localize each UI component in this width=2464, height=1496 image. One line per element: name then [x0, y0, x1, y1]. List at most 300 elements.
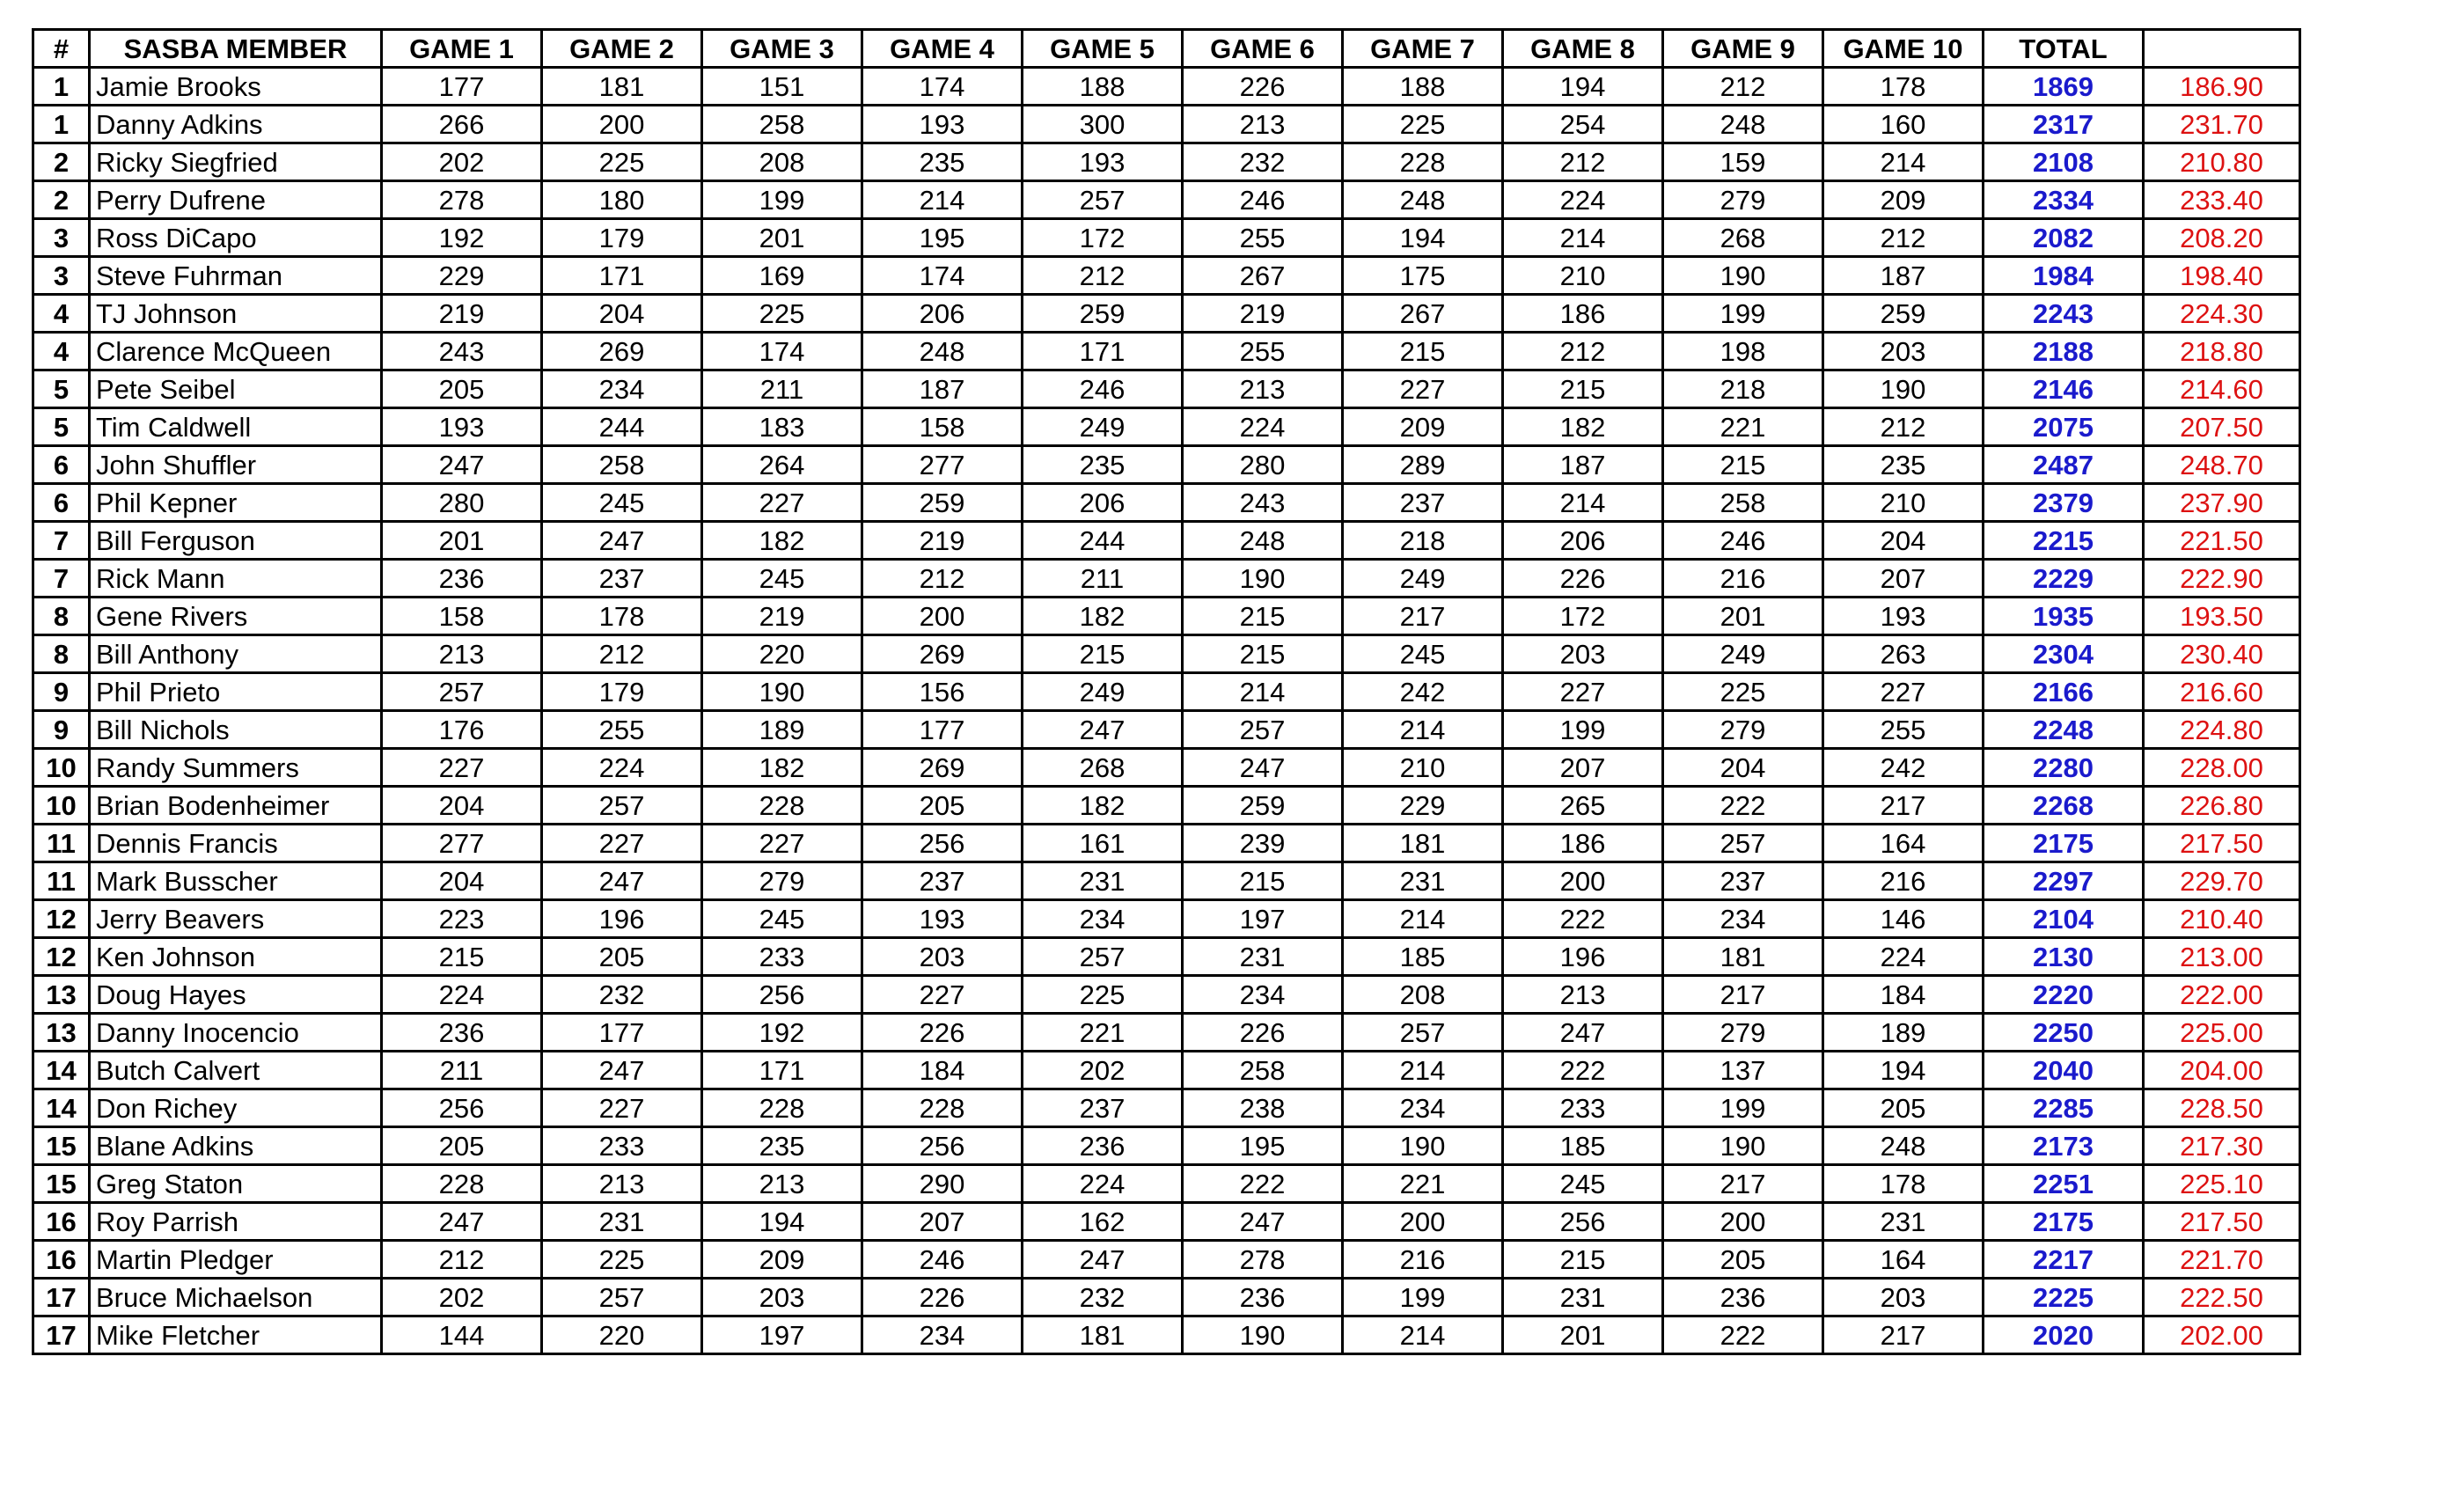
- game-10-score-cell: 194: [1823, 1052, 1984, 1089]
- game-1-score-cell: 144: [382, 1316, 542, 1354]
- total-cell: 2280: [1984, 749, 2144, 787]
- game-2-score-cell: 255: [542, 711, 702, 749]
- game-3-score-cell: 227: [702, 484, 862, 522]
- game-9-score-cell: 279: [1663, 1014, 1823, 1052]
- member-name-cell: Ken Johnson: [90, 938, 382, 976]
- total-cell: 1984: [1984, 257, 2144, 295]
- game-2-score-cell: 257: [542, 787, 702, 825]
- game-3-score-cell: 220: [702, 635, 862, 673]
- game-4-score-cell: 207: [862, 1203, 1023, 1241]
- member-name-cell: Jerry Beavers: [90, 900, 382, 938]
- game-8-score-cell: 206: [1503, 522, 1663, 560]
- game-3-score-cell: 169: [702, 257, 862, 295]
- table-row: [33, 446, 2300, 484]
- game-10-score-cell: 203: [1823, 1279, 1984, 1316]
- game-7-score-cell: 181: [1343, 825, 1503, 862]
- average-cell: 248.70: [2144, 446, 2300, 484]
- game-6-score-cell: 214: [1183, 673, 1343, 711]
- total-cell: 2248: [1984, 711, 2144, 749]
- header-total: TOTAL: [1984, 30, 2144, 68]
- member-name-cell: Mike Fletcher: [90, 1316, 382, 1354]
- game-6-score-cell: 190: [1183, 1316, 1343, 1354]
- game-10-score-cell: 224: [1823, 938, 1984, 976]
- average-cell: 217.50: [2144, 1203, 2300, 1241]
- game-5-score-cell: 206: [1023, 484, 1183, 522]
- game-8-score-cell: 185: [1503, 1127, 1663, 1165]
- header-game-6: GAME 6: [1183, 30, 1343, 68]
- table-row: [33, 484, 2300, 522]
- game-6-score-cell: 224: [1183, 408, 1343, 446]
- game-2-score-cell: 220: [542, 1316, 702, 1354]
- game-9-score-cell: 199: [1663, 295, 1823, 333]
- game-1-score-cell: 204: [382, 787, 542, 825]
- game-10-score-cell: 255: [1823, 711, 1984, 749]
- game-4-score-cell: 234: [862, 1316, 1023, 1354]
- game-8-score-cell: 196: [1503, 938, 1663, 976]
- game-4-score-cell: 277: [862, 446, 1023, 484]
- rank-cell: 8: [33, 598, 90, 635]
- total-cell: 2250: [1984, 1014, 2144, 1052]
- average-cell: 224.80: [2144, 711, 2300, 749]
- average-cell: 225.10: [2144, 1165, 2300, 1203]
- game-7-score-cell: 245: [1343, 635, 1503, 673]
- game-6-score-cell: 236: [1183, 1279, 1343, 1316]
- member-name-cell: Jamie Brooks: [90, 68, 382, 106]
- total-cell: 2075: [1984, 408, 2144, 446]
- game-7-score-cell: 214: [1343, 900, 1503, 938]
- rank-cell: 11: [33, 862, 90, 900]
- total-cell: 1869: [1984, 68, 2144, 106]
- game-9-score-cell: 222: [1663, 1316, 1823, 1354]
- average-cell: 202.00: [2144, 1316, 2300, 1354]
- game-8-score-cell: 265: [1503, 787, 1663, 825]
- game-5-score-cell: 215: [1023, 635, 1183, 673]
- game-4-score-cell: 200: [862, 598, 1023, 635]
- game-2-score-cell: 244: [542, 408, 702, 446]
- game-10-score-cell: 203: [1823, 333, 1984, 370]
- game-8-score-cell: 207: [1503, 749, 1663, 787]
- total-cell: 2334: [1984, 181, 2144, 219]
- game-1-score-cell: 211: [382, 1052, 542, 1089]
- table-row: [33, 1165, 2300, 1203]
- game-4-score-cell: 256: [862, 1127, 1023, 1165]
- game-5-score-cell: 171: [1023, 333, 1183, 370]
- member-name-cell: Randy Summers: [90, 749, 382, 787]
- game-1-score-cell: 219: [382, 295, 542, 333]
- table-row: [33, 673, 2300, 711]
- game-1-score-cell: 277: [382, 825, 542, 862]
- game-6-score-cell: 213: [1183, 106, 1343, 143]
- game-6-score-cell: 239: [1183, 825, 1343, 862]
- total-cell: 2188: [1984, 333, 2144, 370]
- member-name-cell: Don Richey: [90, 1089, 382, 1127]
- game-6-score-cell: 232: [1183, 143, 1343, 181]
- game-9-score-cell: 215: [1663, 446, 1823, 484]
- game-7-score-cell: 228: [1343, 143, 1503, 181]
- game-10-score-cell: 207: [1823, 560, 1984, 598]
- game-5-score-cell: 246: [1023, 370, 1183, 408]
- rank-cell: 12: [33, 900, 90, 938]
- game-2-score-cell: 204: [542, 295, 702, 333]
- game-3-score-cell: 189: [702, 711, 862, 749]
- game-2-score-cell: 227: [542, 1089, 702, 1127]
- game-2-score-cell: 212: [542, 635, 702, 673]
- game-5-score-cell: 193: [1023, 143, 1183, 181]
- average-cell: 198.40: [2144, 257, 2300, 295]
- game-5-score-cell: 231: [1023, 862, 1183, 900]
- game-6-score-cell: 278: [1183, 1241, 1343, 1279]
- game-10-score-cell: 193: [1823, 598, 1984, 635]
- rank-cell: 4: [33, 295, 90, 333]
- game-9-score-cell: 199: [1663, 1089, 1823, 1127]
- game-6-score-cell: 259: [1183, 787, 1343, 825]
- member-name-cell: Brian Bodenheimer: [90, 787, 382, 825]
- game-10-score-cell: 212: [1823, 408, 1984, 446]
- game-10-score-cell: 164: [1823, 825, 1984, 862]
- game-9-score-cell: 268: [1663, 219, 1823, 257]
- game-4-score-cell: 193: [862, 900, 1023, 938]
- game-8-score-cell: 214: [1503, 219, 1663, 257]
- game-3-score-cell: 213: [702, 1165, 862, 1203]
- game-5-score-cell: 244: [1023, 522, 1183, 560]
- game-1-score-cell: 228: [382, 1165, 542, 1203]
- table-row: [33, 1241, 2300, 1279]
- game-8-score-cell: 203: [1503, 635, 1663, 673]
- member-name-cell: Greg Staton: [90, 1165, 382, 1203]
- rank-cell: 16: [33, 1241, 90, 1279]
- game-5-score-cell: 257: [1023, 181, 1183, 219]
- game-6-score-cell: 257: [1183, 711, 1343, 749]
- game-2-score-cell: 213: [542, 1165, 702, 1203]
- game-7-score-cell: 217: [1343, 598, 1503, 635]
- game-5-score-cell: 202: [1023, 1052, 1183, 1089]
- game-10-score-cell: 216: [1823, 862, 1984, 900]
- game-6-score-cell: 231: [1183, 938, 1343, 976]
- header-row: [33, 30, 2300, 68]
- game-10-score-cell: 242: [1823, 749, 1984, 787]
- game-10-score-cell: 190: [1823, 370, 1984, 408]
- game-1-score-cell: 205: [382, 370, 542, 408]
- game-1-score-cell: 229: [382, 257, 542, 295]
- table-row: [33, 257, 2300, 295]
- game-6-score-cell: 222: [1183, 1165, 1343, 1203]
- game-1-score-cell: 212: [382, 1241, 542, 1279]
- game-2-score-cell: 225: [542, 143, 702, 181]
- game-7-score-cell: 214: [1343, 1316, 1503, 1354]
- game-8-score-cell: 226: [1503, 560, 1663, 598]
- game-4-score-cell: 177: [862, 711, 1023, 749]
- average-cell: 228.00: [2144, 749, 2300, 787]
- game-1-score-cell: 193: [382, 408, 542, 446]
- game-3-score-cell: 245: [702, 560, 862, 598]
- game-3-score-cell: 183: [702, 408, 862, 446]
- game-4-score-cell: 259: [862, 484, 1023, 522]
- total-cell: 2297: [1984, 862, 2144, 900]
- rank-cell: 3: [33, 219, 90, 257]
- game-4-score-cell: 228: [862, 1089, 1023, 1127]
- game-5-score-cell: 249: [1023, 673, 1183, 711]
- game-6-score-cell: 255: [1183, 219, 1343, 257]
- total-cell: 2217: [1984, 1241, 2144, 1279]
- game-5-score-cell: 237: [1023, 1089, 1183, 1127]
- game-3-score-cell: 264: [702, 446, 862, 484]
- game-4-score-cell: 219: [862, 522, 1023, 560]
- table-row: [33, 749, 2300, 787]
- total-cell: 2229: [1984, 560, 2144, 598]
- game-2-score-cell: 232: [542, 976, 702, 1014]
- game-2-score-cell: 233: [542, 1127, 702, 1165]
- table-row: [33, 1052, 2300, 1089]
- game-2-score-cell: 181: [542, 68, 702, 106]
- game-2-score-cell: 234: [542, 370, 702, 408]
- total-cell: 2175: [1984, 1203, 2144, 1241]
- member-name-cell: Doug Hayes: [90, 976, 382, 1014]
- table-row: [33, 1089, 2300, 1127]
- rank-cell: 5: [33, 408, 90, 446]
- header-game-10: GAME 10: [1823, 30, 1984, 68]
- game-6-score-cell: 215: [1183, 862, 1343, 900]
- game-6-score-cell: 258: [1183, 1052, 1343, 1089]
- game-9-score-cell: 222: [1663, 787, 1823, 825]
- game-5-score-cell: 234: [1023, 900, 1183, 938]
- game-7-score-cell: 242: [1343, 673, 1503, 711]
- game-10-score-cell: 178: [1823, 68, 1984, 106]
- game-10-score-cell: 146: [1823, 900, 1984, 938]
- game-7-score-cell: 227: [1343, 370, 1503, 408]
- game-1-score-cell: 280: [382, 484, 542, 522]
- header-game-5: GAME 5: [1023, 30, 1183, 68]
- game-10-score-cell: 231: [1823, 1203, 1984, 1241]
- game-9-score-cell: 237: [1663, 862, 1823, 900]
- game-1-score-cell: 278: [382, 181, 542, 219]
- game-5-score-cell: 300: [1023, 106, 1183, 143]
- game-10-score-cell: 235: [1823, 446, 1984, 484]
- game-3-score-cell: 182: [702, 749, 862, 787]
- game-3-score-cell: 203: [702, 1279, 862, 1316]
- game-9-score-cell: 234: [1663, 900, 1823, 938]
- game-4-score-cell: 269: [862, 749, 1023, 787]
- game-6-score-cell: 238: [1183, 1089, 1343, 1127]
- game-9-score-cell: 217: [1663, 976, 1823, 1014]
- table-row: [33, 976, 2300, 1014]
- rank-cell: 15: [33, 1127, 90, 1165]
- game-10-score-cell: 214: [1823, 143, 1984, 181]
- game-1-score-cell: 223: [382, 900, 542, 938]
- game-6-score-cell: 215: [1183, 598, 1343, 635]
- game-5-score-cell: 232: [1023, 1279, 1183, 1316]
- game-4-score-cell: 237: [862, 862, 1023, 900]
- game-3-score-cell: 219: [702, 598, 862, 635]
- game-10-score-cell: 189: [1823, 1014, 1984, 1052]
- average-cell: 222.50: [2144, 1279, 2300, 1316]
- game-7-score-cell: 237: [1343, 484, 1503, 522]
- game-6-score-cell: 226: [1183, 1014, 1343, 1052]
- game-8-score-cell: 227: [1503, 673, 1663, 711]
- game-2-score-cell: 180: [542, 181, 702, 219]
- game-3-score-cell: 225: [702, 295, 862, 333]
- game-3-score-cell: 199: [702, 181, 862, 219]
- average-cell: 226.80: [2144, 787, 2300, 825]
- game-6-score-cell: 247: [1183, 1203, 1343, 1241]
- game-8-score-cell: 215: [1503, 1241, 1663, 1279]
- rank-cell: 1: [33, 68, 90, 106]
- game-9-score-cell: 257: [1663, 825, 1823, 862]
- total-cell: 2243: [1984, 295, 2144, 333]
- member-name-cell: Ross DiCapo: [90, 219, 382, 257]
- rank-cell: 3: [33, 257, 90, 295]
- game-8-score-cell: 233: [1503, 1089, 1663, 1127]
- table-row: [33, 1279, 2300, 1316]
- game-10-score-cell: 217: [1823, 787, 1984, 825]
- game-8-score-cell: 247: [1503, 1014, 1663, 1052]
- table-row: [33, 219, 2300, 257]
- game-10-score-cell: 248: [1823, 1127, 1984, 1165]
- member-name-cell: Bill Ferguson: [90, 522, 382, 560]
- game-9-score-cell: 248: [1663, 106, 1823, 143]
- rank-cell: 1: [33, 106, 90, 143]
- rank-cell: 6: [33, 446, 90, 484]
- game-2-score-cell: 205: [542, 938, 702, 976]
- total-cell: 2104: [1984, 900, 2144, 938]
- total-cell: 2175: [1984, 825, 2144, 862]
- game-1-score-cell: 257: [382, 673, 542, 711]
- rank-cell: 13: [33, 976, 90, 1014]
- game-1-score-cell: 176: [382, 711, 542, 749]
- game-5-score-cell: 236: [1023, 1127, 1183, 1165]
- table-row: [33, 1203, 2300, 1241]
- table-row: [33, 938, 2300, 976]
- game-9-score-cell: 218: [1663, 370, 1823, 408]
- average-cell: 204.00: [2144, 1052, 2300, 1089]
- header-game-8: GAME 8: [1503, 30, 1663, 68]
- game-1-score-cell: 266: [382, 106, 542, 143]
- game-9-score-cell: 216: [1663, 560, 1823, 598]
- game-4-score-cell: 158: [862, 408, 1023, 446]
- member-name-cell: Perry Dufrene: [90, 181, 382, 219]
- game-9-score-cell: 225: [1663, 673, 1823, 711]
- game-5-score-cell: 225: [1023, 976, 1183, 1014]
- rank-cell: 9: [33, 711, 90, 749]
- table-row: [33, 333, 2300, 370]
- game-7-score-cell: 221: [1343, 1165, 1503, 1203]
- game-1-score-cell: 215: [382, 938, 542, 976]
- game-8-score-cell: 186: [1503, 295, 1663, 333]
- game-10-score-cell: 160: [1823, 106, 1984, 143]
- member-name-cell: Butch Calvert: [90, 1052, 382, 1089]
- game-8-score-cell: 186: [1503, 825, 1663, 862]
- table-row: [33, 862, 2300, 900]
- average-cell: 222.00: [2144, 976, 2300, 1014]
- average-cell: 221.50: [2144, 522, 2300, 560]
- game-10-score-cell: 204: [1823, 522, 1984, 560]
- game-9-score-cell: 204: [1663, 749, 1823, 787]
- game-5-score-cell: 212: [1023, 257, 1183, 295]
- table-row: [33, 711, 2300, 749]
- game-10-score-cell: 187: [1823, 257, 1984, 295]
- total-cell: 2220: [1984, 976, 2144, 1014]
- rank-cell: 14: [33, 1052, 90, 1089]
- game-7-score-cell: 175: [1343, 257, 1503, 295]
- game-2-score-cell: 269: [542, 333, 702, 370]
- game-10-score-cell: 217: [1823, 1316, 1984, 1354]
- game-2-score-cell: 245: [542, 484, 702, 522]
- game-10-score-cell: 209: [1823, 181, 1984, 219]
- game-7-score-cell: 199: [1343, 1279, 1503, 1316]
- game-4-score-cell: 184: [862, 1052, 1023, 1089]
- game-7-score-cell: 229: [1343, 787, 1503, 825]
- game-6-score-cell: 213: [1183, 370, 1343, 408]
- game-9-score-cell: 221: [1663, 408, 1823, 446]
- table-row: [33, 370, 2300, 408]
- game-7-score-cell: 215: [1343, 333, 1503, 370]
- member-name-cell: Clarence McQueen: [90, 333, 382, 370]
- game-5-score-cell: 161: [1023, 825, 1183, 862]
- member-name-cell: Phil Prieto: [90, 673, 382, 711]
- total-cell: 2020: [1984, 1316, 2144, 1354]
- rank-cell: 7: [33, 522, 90, 560]
- game-9-score-cell: 279: [1663, 181, 1823, 219]
- table-row: [33, 106, 2300, 143]
- game-6-score-cell: 248: [1183, 522, 1343, 560]
- game-8-score-cell: 222: [1503, 1052, 1663, 1089]
- game-7-score-cell: 210: [1343, 749, 1503, 787]
- game-5-score-cell: 268: [1023, 749, 1183, 787]
- game-9-score-cell: 201: [1663, 598, 1823, 635]
- rank-cell: 14: [33, 1089, 90, 1127]
- game-2-score-cell: 224: [542, 749, 702, 787]
- total-cell: 2082: [1984, 219, 2144, 257]
- member-name-cell: Gene Rivers: [90, 598, 382, 635]
- game-2-score-cell: 179: [542, 673, 702, 711]
- game-9-score-cell: 159: [1663, 143, 1823, 181]
- game-4-score-cell: 206: [862, 295, 1023, 333]
- average-cell: 216.60: [2144, 673, 2300, 711]
- game-4-score-cell: 174: [862, 68, 1023, 106]
- total-cell: 2130: [1984, 938, 2144, 976]
- game-3-score-cell: 208: [702, 143, 862, 181]
- game-7-score-cell: 188: [1343, 68, 1503, 106]
- game-3-score-cell: 190: [702, 673, 862, 711]
- total-cell: 2487: [1984, 446, 2144, 484]
- game-2-score-cell: 258: [542, 446, 702, 484]
- game-7-score-cell: 214: [1343, 1052, 1503, 1089]
- average-cell: 207.50: [2144, 408, 2300, 446]
- total-cell: 2251: [1984, 1165, 2144, 1203]
- total-cell: 2215: [1984, 522, 2144, 560]
- header-member: SASBA MEMBER: [90, 30, 382, 68]
- game-9-score-cell: 190: [1663, 257, 1823, 295]
- game-7-score-cell: 225: [1343, 106, 1503, 143]
- game-4-score-cell: 227: [862, 976, 1023, 1014]
- game-9-score-cell: 249: [1663, 635, 1823, 673]
- game-4-score-cell: 187: [862, 370, 1023, 408]
- game-1-score-cell: 236: [382, 560, 542, 598]
- total-cell: 2379: [1984, 484, 2144, 522]
- average-cell: 237.90: [2144, 484, 2300, 522]
- rank-cell: 10: [33, 749, 90, 787]
- rank-cell: 12: [33, 938, 90, 976]
- member-name-cell: Roy Parrish: [90, 1203, 382, 1241]
- game-8-score-cell: 213: [1503, 976, 1663, 1014]
- game-5-score-cell: 211: [1023, 560, 1183, 598]
- rank-cell: 17: [33, 1316, 90, 1354]
- game-4-score-cell: 269: [862, 635, 1023, 673]
- game-3-score-cell: 279: [702, 862, 862, 900]
- header-rank: #: [33, 30, 90, 68]
- table-row: [33, 900, 2300, 938]
- average-cell: 214.60: [2144, 370, 2300, 408]
- game-3-score-cell: 171: [702, 1052, 862, 1089]
